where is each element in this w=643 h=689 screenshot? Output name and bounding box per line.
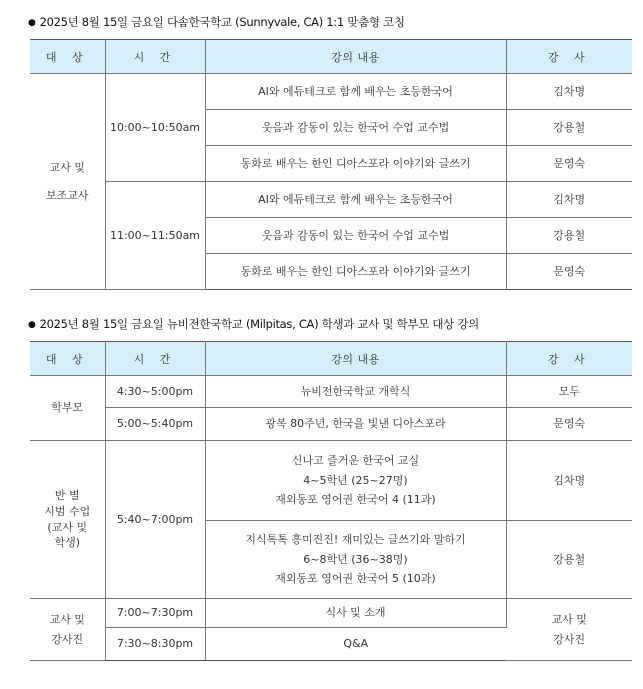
teacher-cell: 교사 및 강사진: [506, 599, 632, 661]
content-cell: 웃음과 감동이 있는 한국어 수업 교수법: [205, 218, 506, 254]
schedule-table-1: [30, 39, 632, 290]
section2-heading: [28, 316, 479, 332]
bullet-icon: ●: [28, 320, 36, 330]
teacher-cell: 김차명: [506, 182, 632, 218]
time-cell: 5:40~7:00pm: [105, 441, 205, 599]
content-cell: AI와 에듀테크로 함께 배우는 초등한국어: [205, 182, 506, 218]
content-cell: 지식톡톡 흥미진진! 재미있는 글쓰기와 말하기 6~8학년 (36~38명) 재외동포 영어권 한국어 5 (10과): [205, 521, 506, 599]
teacher-cell: 김차명: [506, 74, 632, 110]
table-row: [30, 182, 632, 218]
time-cell: 7:30~8:30pm: [105, 628, 205, 661]
header-teacher: 강 사: [506, 40, 632, 74]
target-cell: 학부모: [30, 376, 105, 441]
section1-heading: [28, 14, 405, 30]
header-content: 강의 내용: [205, 40, 506, 74]
header-time: 시 간: [105, 342, 205, 376]
time-cell: 4:30~5:00pm: [105, 376, 205, 408]
content-cell: 웃음과 감동이 있는 한국어 수업 교수법: [205, 110, 506, 146]
header-target: 대 상: [30, 40, 105, 74]
table-row: [30, 74, 632, 110]
content-cell: AI와 에듀테크로 함께 배우는 초등한국어: [205, 74, 506, 110]
content-cell: 뉴비전한국학교 개학식: [205, 376, 506, 408]
content-cell: 식사 및 소개: [205, 599, 506, 628]
time-cell: 10:00~10:50am: [105, 74, 205, 182]
header-content: 강의 내용: [205, 342, 506, 376]
table-row: [30, 376, 632, 408]
bullet-icon: ●: [28, 18, 36, 28]
header-target: 대 상: [30, 342, 105, 376]
content-cell: 동화로 배우는 한인 디아스포라 이야기와 글쓰기: [205, 254, 506, 290]
target-cell: 교사 및 강사진: [30, 599, 105, 661]
table-row: [30, 408, 632, 441]
teacher-cell: 문영숙: [506, 254, 632, 290]
section1-title: 2025년 8월 15일 금요일 다솜한국학교 (Sunnyvale, CA) 1:1 맞춤형 코칭: [39, 15, 405, 29]
time-cell: 5:00~5:40pm: [105, 408, 205, 441]
target-cell: 반 별 시범 수업 (교사 및 학생): [30, 441, 105, 599]
time-cell: 7:00~7:30pm: [105, 599, 205, 628]
content-cell: 신나고 즐거운 한국어 교실 4~5학년 (25~27명) 재외동포 영어권 한국어 4 (11과): [205, 441, 506, 521]
teacher-cell: 모두: [506, 376, 632, 408]
header-teacher: 강 사: [506, 342, 632, 376]
teacher-cell: 강용철: [506, 218, 632, 254]
teacher-cell: 문영숙: [506, 408, 632, 441]
teacher-cell: 문영숙: [506, 146, 632, 182]
table-header-row: [30, 342, 632, 376]
time-cell: 11:00~11:50am: [105, 182, 205, 290]
table-row: [30, 599, 632, 628]
table-row: [30, 441, 632, 521]
target-cell: 교사 및 보조교사: [30, 74, 105, 290]
content-cell: 동화로 배우는 한인 디아스포라 이야기와 글쓰기: [205, 146, 506, 182]
teacher-cell: 강용철: [506, 110, 632, 146]
schedule-table-2: [30, 341, 632, 661]
content-cell: Q&A: [205, 628, 506, 661]
table-header-row: [30, 40, 632, 74]
header-time: 시 간: [105, 40, 205, 74]
teacher-cell: 김차명: [506, 441, 632, 521]
teacher-cell: 강용철: [506, 521, 632, 599]
section2-title: 2025년 8월 15일 금요일 뉴비전한국학교 (Milpitas, CA) 학생과 교사 및 학부모 대상 강의: [39, 317, 479, 331]
content-cell: 광복 80주년, 한국을 빛낸 디아스포라: [205, 408, 506, 441]
